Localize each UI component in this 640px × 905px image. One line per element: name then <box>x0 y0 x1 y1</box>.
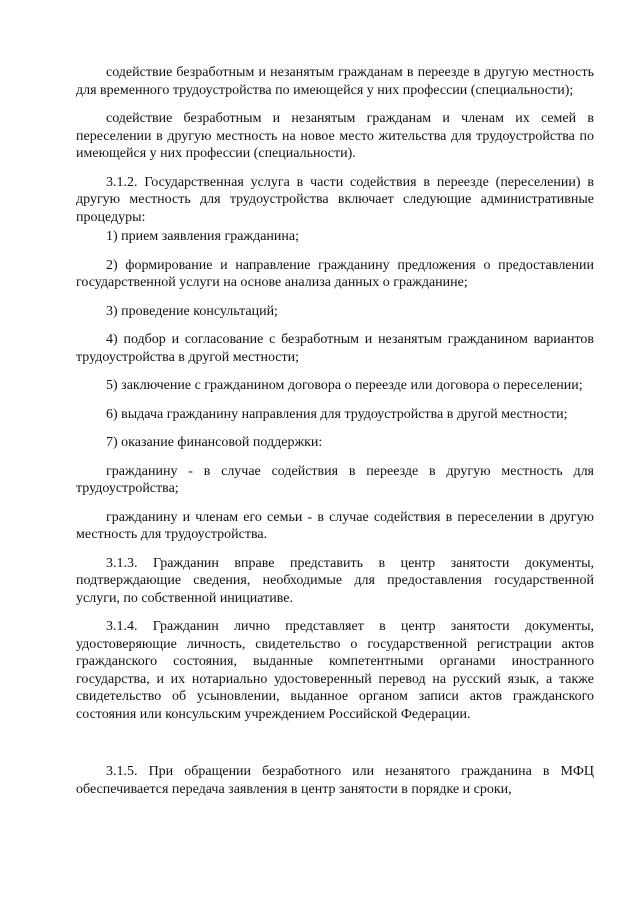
paragraph-3-1-5: 3.1.5. При обращении безработного или незанятого гражданина в МФЦ обеспечивается передача заявления в центр занятости в порядке и сроки, <box>76 764 594 797</box>
list-item-7: 7) оказание финансовой поддержки: <box>106 435 323 450</box>
paragraph-3-1-2: 3.1.2. Государственная услуга в части содействия в переезде (переселении) в другую местность для трудоустройства включает следующие административные процедуры: <box>76 174 594 225</box>
sub-item-citizen-family: гражданину и членам его семьи - в случае содействия в переселении в другую местность для трудоустройства. <box>76 509 594 542</box>
paragraph-3-1-4: 3.1.4. Гражданин лично представляет в центр занятости документы, удостоверяющие личность, свидетельство о государственной регистрации актов гражданского состояния, выданные компетентными органами иностранного государства, и их нотариально удостоверенный перевод на русский язык, а также свидетельство об усыновлении, выданное органом записи актов гражданского состояния или консульским учреждением Российской Федерации. <box>76 619 594 722</box>
list-item-5: 5) заключение с гражданином договора о переезде или договора о переселении; <box>106 378 583 393</box>
paragraph-resettlement-family: содействие безработным и незанятым гражданам и членам их семей в переселении в другую местность на новое место жительства для трудоустройства по имеющейся у них профессии (специальности). <box>76 111 594 161</box>
paragraph-3-1-3: 3.1.3. Гражданин вправе представить в центр занятости документы, подтверждающие сведения, необходимые для предоставления государственной услуги, по собственной инициативе. <box>76 555 594 606</box>
document-page <box>76 64 594 798</box>
list-item-3: 3) проведение консультаций; <box>106 303 278 319</box>
list-item-4: 4) подбор и согласование с безработным и незанятым гражданином вариантов трудоустройства в другой местности; <box>76 332 594 365</box>
sub-item-citizen: гражданину - в случае содействия в переезде в другую местность для трудоустройства; <box>76 463 594 496</box>
list-item-2: 2) формирование и направление гражданину предложения о предоставлении государственной услуги на основе анализа данных о гражданине; <box>76 257 594 290</box>
list-item-1: 1) прием заявления гражданина; <box>106 229 299 244</box>
paragraph-relocation-temporary: содействие безработным и незанятым гражданам в переезде в другую местность для временного трудоустройства по имеющейся у них профессии (специальности); <box>76 65 594 98</box>
list-item-6: 6) выдача гражданину направления для трудоустройства в другой местности; <box>106 406 568 422</box>
